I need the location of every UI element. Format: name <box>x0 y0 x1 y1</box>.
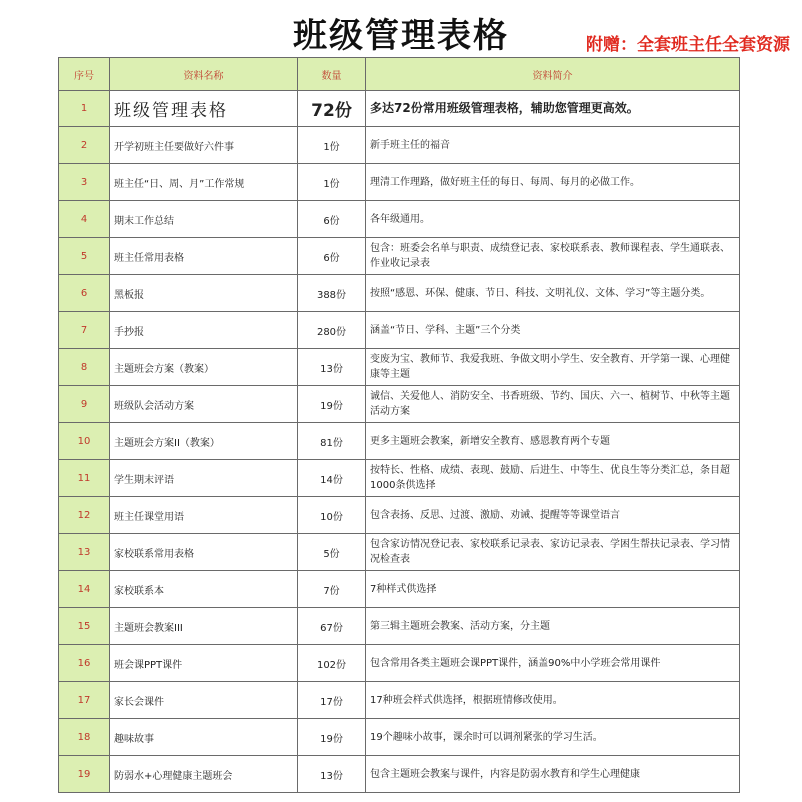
row-quantity: 13份 <box>298 349 366 386</box>
resource-table <box>58 57 740 793</box>
row-description: 诚信、关爱他人、消防安全、书香班级、节约、国庆、六一、植树节、中秋等主题活动方案 <box>366 386 740 423</box>
row-description: 理清工作理路，做好班主任的每日、每周、每月的必做工作。 <box>366 164 740 201</box>
row-quantity: 14份 <box>298 460 366 497</box>
row-name: 班级管理表格 <box>110 91 298 127</box>
row-name: 主题班会方案II（教案） <box>110 423 298 460</box>
row-index: 17 <box>59 682 110 719</box>
row-name: 趣味故事 <box>110 719 298 756</box>
row-index: 6 <box>59 275 110 312</box>
row-quantity: 6份 <box>298 238 366 275</box>
table-row <box>59 349 740 386</box>
row-description: 按特长、性格、成绩、表现、鼓励、后进生、中等生、优良生等分类汇总，条目超1000条供选择 <box>366 460 740 497</box>
row-description: 19个趣味小故事，课余时可以调剂紧张的学习生活。 <box>366 719 740 756</box>
row-index: 10 <box>59 423 110 460</box>
table-row <box>59 201 740 238</box>
row-quantity: 388份 <box>298 275 366 312</box>
row-index: 12 <box>59 497 110 534</box>
row-quantity: 72份 <box>298 91 366 127</box>
row-index: 15 <box>59 608 110 645</box>
table-row <box>59 238 740 275</box>
row-quantity: 13份 <box>298 756 366 793</box>
row-name: 班主任课堂用语 <box>110 497 298 534</box>
row-name: 开学初班主任要做好六件事 <box>110 127 298 164</box>
table-row <box>59 460 740 497</box>
row-index: 5 <box>59 238 110 275</box>
table-row <box>59 756 740 793</box>
row-name: 主题班会教案III <box>110 608 298 645</box>
row-index: 2 <box>59 127 110 164</box>
row-index: 14 <box>59 571 110 608</box>
row-description: 第三辑主题班会教案、活动方案，分主题 <box>366 608 740 645</box>
row-description: 包含家访情况登记表、家校联系记录表、家访记录表、学困生帮扶记录表、学习情况检查表 <box>366 534 740 571</box>
row-description: 包含主题班会教案与课件，内容是防弱水教育和学生心理健康 <box>366 756 740 793</box>
row-name: 家校联系本 <box>110 571 298 608</box>
row-index: 7 <box>59 312 110 349</box>
row-quantity: 1份 <box>298 164 366 201</box>
header-name: 资料名称 <box>110 58 298 91</box>
row-description: 按照“感恩、环保、健康、节日、科技、文明礼仪、文体、学习”等主题分类。 <box>366 275 740 312</box>
row-index: 4 <box>59 201 110 238</box>
row-description: 7种样式供选择 <box>366 571 740 608</box>
row-description: 包含常用各类主题班会课PPT课件，涵盖90%中小学班会常用课件 <box>366 645 740 682</box>
row-quantity: 81份 <box>298 423 366 460</box>
row-name: 主题班会方案（教案） <box>110 349 298 386</box>
row-index: 16 <box>59 645 110 682</box>
table-row <box>59 275 740 312</box>
row-index: 19 <box>59 756 110 793</box>
row-name: 班会课PPT课件 <box>110 645 298 682</box>
row-description: 包含：班委会名单与职责、成绩登记表、家校联系表、教师课程表、学生通联表、作业收记录表 <box>366 238 740 275</box>
row-name: 学生期末评语 <box>110 460 298 497</box>
row-quantity: 6份 <box>298 201 366 238</box>
table-body <box>59 91 740 793</box>
row-quantity: 10份 <box>298 497 366 534</box>
row-name: 家长会课件 <box>110 682 298 719</box>
row-index: 11 <box>59 460 110 497</box>
row-quantity: 19份 <box>298 719 366 756</box>
table-row <box>59 127 740 164</box>
row-description: 多达72份常用班级管理表格，辅助您管理更高效。 <box>366 91 740 127</box>
table-header-row <box>59 58 740 91</box>
row-quantity: 19份 <box>298 386 366 423</box>
bonus-note: 附赠：全套班主任全套资源 <box>586 35 790 55</box>
row-name: 家校联系常用表格 <box>110 534 298 571</box>
table-row <box>59 682 740 719</box>
table-row <box>59 719 740 756</box>
table-row <box>59 386 740 423</box>
table-row <box>59 91 740 127</box>
table-row <box>59 608 740 645</box>
row-description: 各年级通用。 <box>366 201 740 238</box>
row-description: 变废为宝、教师节、我爱我班、争做文明小学生、安全教育、开学第一课、心理健康等主题 <box>366 349 740 386</box>
row-name: 期末工作总结 <box>110 201 298 238</box>
row-quantity: 1份 <box>298 127 366 164</box>
table-row <box>59 423 740 460</box>
header-quantity: 数量 <box>298 58 366 91</box>
row-index: 1 <box>59 91 110 127</box>
table-row <box>59 534 740 571</box>
header-index: 序号 <box>59 58 110 91</box>
row-name: 班级队会活动方案 <box>110 386 298 423</box>
table-row <box>59 645 740 682</box>
row-index: 18 <box>59 719 110 756</box>
table-row <box>59 497 740 534</box>
row-quantity: 102份 <box>298 645 366 682</box>
row-name: 班主任“日、周、月”工作常规 <box>110 164 298 201</box>
row-quantity: 280份 <box>298 312 366 349</box>
row-description: 包含表扬、反思、过渡、激励、劝诫、提醒等等课堂语言 <box>366 497 740 534</box>
page-title: 班级管理表格 <box>293 16 509 56</box>
row-quantity: 5份 <box>298 534 366 571</box>
header-description: 资料简介 <box>366 58 740 91</box>
table-row <box>59 312 740 349</box>
table-row <box>59 571 740 608</box>
row-index: 13 <box>59 534 110 571</box>
row-name: 黑板报 <box>110 275 298 312</box>
row-quantity: 67份 <box>298 608 366 645</box>
row-name: 防弱水+心理健康主题班会 <box>110 756 298 793</box>
row-index: 3 <box>59 164 110 201</box>
row-index: 9 <box>59 386 110 423</box>
row-name: 手抄报 <box>110 312 298 349</box>
row-description: 17种班会样式供选择，根据班情修改使用。 <box>366 682 740 719</box>
row-name: 班主任常用表格 <box>110 238 298 275</box>
row-quantity: 7份 <box>298 571 366 608</box>
row-index: 8 <box>59 349 110 386</box>
row-description: 更多主题班会教案，新增安全教育、感恩教育两个专题 <box>366 423 740 460</box>
row-description: 新手班主任的福音 <box>366 127 740 164</box>
row-description: 涵盖“节日、学科、主题”三个分类 <box>366 312 740 349</box>
table-row <box>59 164 740 201</box>
row-quantity: 17份 <box>298 682 366 719</box>
